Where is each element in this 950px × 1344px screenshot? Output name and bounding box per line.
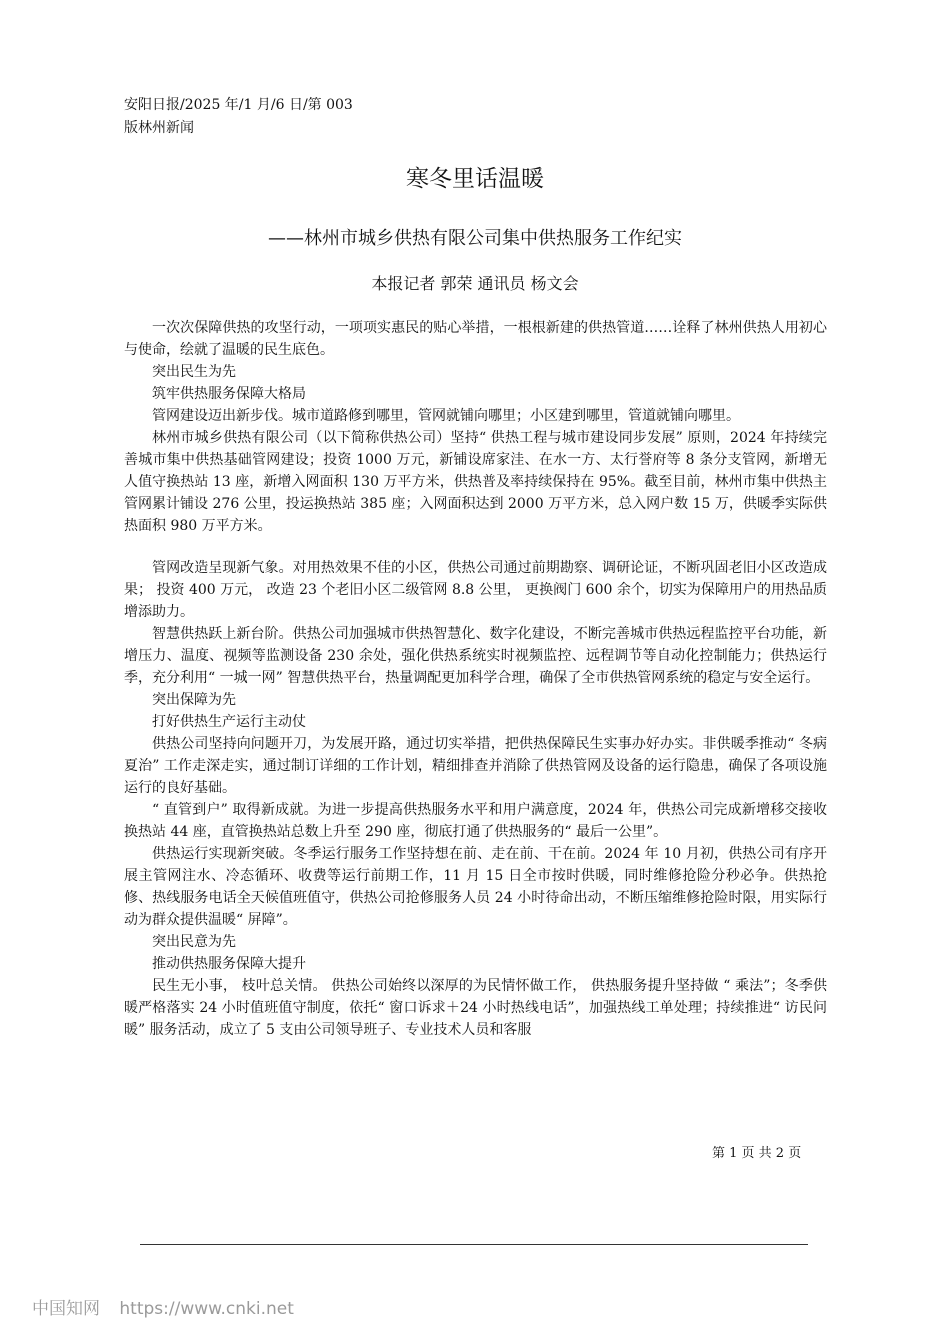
source-line-1: 安阳日报/2025 年/1 月/6 日/第 003 — [124, 97, 353, 113]
byline: 本报记者 郭荣 通讯员 杨文会 — [371, 274, 579, 293]
paragraph: 供热运行实现新突破。冬季运行服务工作坚持想在前、走在前、干在前。2024 年 10 月初，供热公司有序开展主管网注水、冷态循环、收费等运行前期工作，11 月 15 日全市按时供暖，同时维修抢险分秒必争。供热抢修、热线服务电话全天候值班值守，供热公司抢修服务人员 24 小时待命出动，不断压缩维修抢险时限，用实际行动为群众提供温暖“ 屏障”。 — [124, 846, 827, 928]
paragraph: “ 直管到户” 取得新成就。为进一步提高供热服务水平和用户满意度，2024 年，供热公司完成新增移交接收换热站 44 座，直管换热站总数上升至 290 座，彻底打通了供热服务的“ 最后一公里”。 — [124, 802, 827, 840]
section-heading: 突出民意为先 — [152, 934, 236, 950]
paragraph: 供热公司坚持向问题开刀，为发展开路，通过切实举措，把供热保障民生实事办好办实。非供暖季推动“ 冬病夏治” 工作走深走实，通过制订详细的工作计划，精细排查并消除了供热管网及设备的运行隐患，确保了各项设施运行的良好基础。 — [124, 736, 827, 796]
section-subheading: 筑牢供热服务保障大格局 — [152, 386, 306, 402]
page-number: 第 1 页 共 2 页 — [712, 1146, 802, 1161]
source-info — [124, 94, 353, 140]
section-heading: 突出保障为先 — [152, 692, 236, 708]
source-line-2: 版林州新闻 — [124, 120, 194, 136]
footer-url[interactable]: https://www.cnki.net — [119, 1299, 294, 1319]
section-subheading: 打好供热生产运行主动仗 — [152, 714, 306, 730]
section-heading: 突出民生为先 — [152, 364, 236, 380]
section-subheading: 推动供热服务保障大提升 — [152, 956, 306, 972]
footer-divider — [140, 1244, 808, 1245]
footer-brand: 中国知网 — [32, 1299, 100, 1319]
footer-watermark — [32, 1294, 308, 1319]
paragraph: 管网改造呈现新气象。对用热效果不佳的小区，供热公司通过前期勘察、调研论证，不断巩固老旧小区改造成果； 投资 400 万元， 改造 23 个老旧小区二级管网 8.8 公里， 更换阀门 600 余个，切实为保障用户的用热品质增添助力。 — [124, 560, 827, 620]
article-title: 寒冬里话温暖 — [406, 166, 544, 192]
article-body — [124, 317, 827, 1041]
paragraph: 管网建设迈出新步伐。城市道路修到哪里，管网就铺向哪里；小区建到哪里，管道就铺向哪里。 — [152, 408, 740, 424]
paragraph: 一次次保障供热的攻坚行动，一项项实惠民的贴心举措，一根根新建的供热管道……诠释了林州供热人用初心与使命，绘就了温暖的民生底色。 — [124, 320, 827, 358]
paragraph: 智慧供热跃上新台阶。供热公司加强城市供热智慧化、数字化建设，不断完善城市供热远程监控平台功能，新增压力、温度、视频等监测设备 230 余处，强化供热系统实时视频监控、远程调节等自动化控制能力；供热运行季，充分利用“ 一城一网” 智慧供热平台，热量调配更加科学合理，确保了全市供热管网系统的稳定与安全运行。 — [124, 626, 827, 686]
article-subtitle: ——林州市城乡供热有限公司集中供热服务工作纪实 — [268, 228, 682, 249]
paragraph: 民生无小事， 枝叶总关情。 供热公司始终以深厚的为民情怀做工作， 供热服务提升坚持做 “ 乘法”；冬季供暖严格落实 24 小时值班值守制度，依托“ 窗口诉求＋24 小时热线电话”，加强热线工单处理；持续推进“ 访民问暖” 服务活动，成立了 5 支由公司领导班子、专业技术人员和客服 — [124, 978, 827, 1038]
paragraph: 林州市城乡供热有限公司（以下简称供热公司）坚持“ 供热工程与城市建设同步发展” 原则，2024 年持续完善城市集中供热基础管网建设；投资 1000 万元，新铺设席家洼、在水一方、太行誉府等 8 条分支管网，新增无人值守换热站 13 座，新增入网面积 130 万平方米，供热普及率持续保持在 95%。截至目前，林州市集中供热主管网累计铺设 276 公里，投运换热站 385 座；入网面积达到 2000 万平方米，总入网户数 15 万，供暖季实际供热面积 980 万平方米。 — [124, 430, 827, 534]
